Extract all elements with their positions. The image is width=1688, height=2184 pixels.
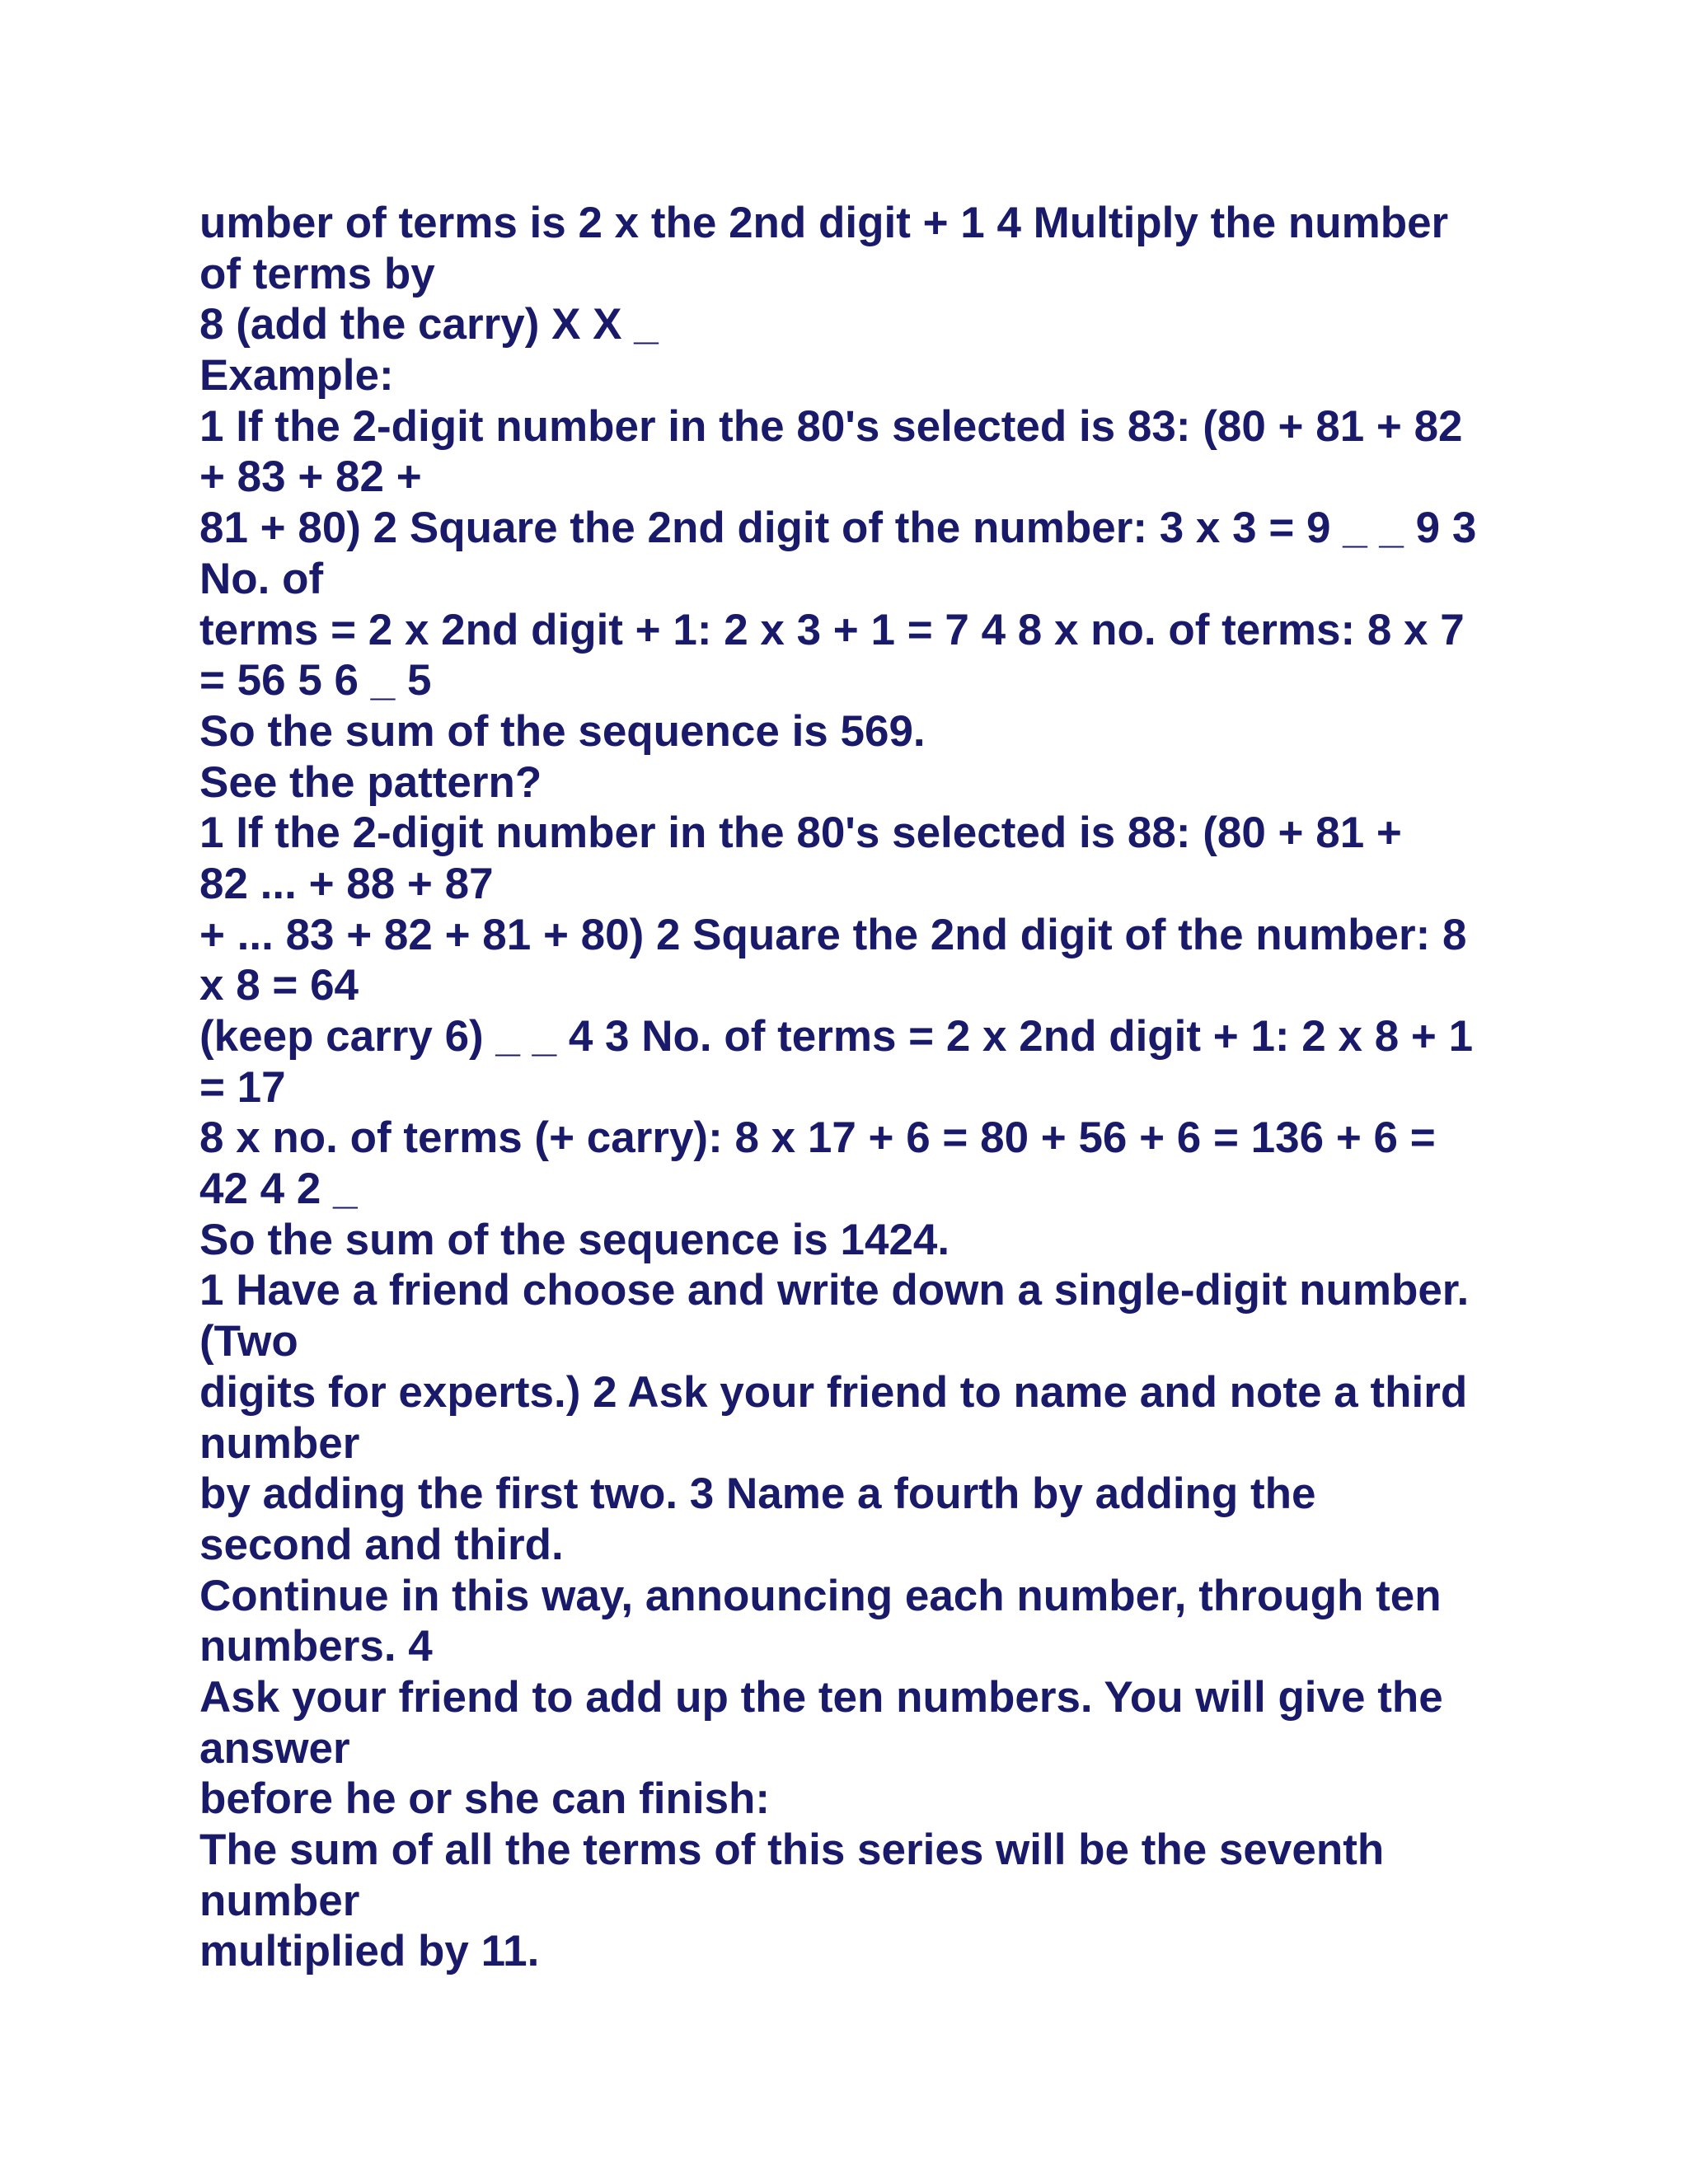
text-line: digits for experts.) 2 Ask your friend to name and note a third (199, 1367, 1468, 1417)
text-line: umber of terms is 2 x the 2nd digit + 1 4 Multiply the number (199, 199, 1449, 247)
text-line: So the sum of the sequence is 569. (199, 706, 926, 756)
text-line: = 56 5 6 _ 5 (199, 656, 432, 705)
text-line: 8 (add the carry) X X _ (199, 300, 659, 349)
text-line: 81 + 80) 2 Square the 2nd digit of the number: 3 x 3 = 9 _ _ 9 3 (199, 504, 1477, 553)
text-line: by adding the first two. 3 Name a fourth by adding the (199, 1469, 1316, 1519)
text-line: numbers. 4 (199, 1622, 433, 1671)
text-line: + 83 + 82 + (199, 452, 422, 502)
text-line: number (199, 1418, 360, 1468)
text-line: multiplied by 11. (199, 1927, 540, 1976)
text-line: = 17 (199, 1062, 286, 1112)
text-line: of terms by (199, 249, 435, 298)
text-line: 82 ... + 88 + 87 (199, 859, 494, 908)
text-line: Ask your friend to add up the ten numbers. You will give the (199, 1672, 1443, 1722)
document-body (199, 198, 1518, 1977)
text-line: The sum of all the terms of this series will be the seventh (199, 1825, 1385, 1874)
text-line: number (199, 1876, 360, 1925)
text-line: 1 Have a friend choose and write down a single-digit number. (199, 1266, 1470, 1315)
text-line: before he or she can finish: (199, 1774, 771, 1824)
text-line: terms = 2 x 2nd digit + 1: 2 x 3 + 1 = 7 4 8 x no. of terms: 8 x 7 (199, 605, 1465, 654)
text-line: (keep carry 6) _ _ 4 3 No. of terms = 2 x 2nd digit + 1: 2 x 8 + 1 (199, 1012, 1474, 1061)
text-line: + ... 83 + 82 + 81 + 80) 2 Square the 2nd digit of the number: 8 (199, 910, 1467, 959)
text-line: Continue in this way, announcing each number, through ten (199, 1571, 1442, 1620)
text-line: See the pattern? (199, 757, 542, 807)
text-line: 1 If the 2-digit number in the 80's selected is 88: (80 + 81 + (199, 808, 1402, 858)
text-line: Example: (199, 351, 394, 401)
text-line: So the sum of the sequence is 1424. (199, 1215, 950, 1264)
text-line: 8 x no. of terms (+ carry): 8 x 17 + 6 = 80 + 56 + 6 = 136 + 6 = (199, 1113, 1436, 1163)
text-line: 42 4 2 _ (199, 1165, 358, 1214)
text-line: (Two (199, 1317, 298, 1366)
text-line: x 8 = 64 (199, 961, 359, 1010)
text-line: No. of (199, 554, 324, 603)
text-line: answer (199, 1723, 350, 1773)
text-line: second and third. (199, 1520, 564, 1569)
text-line: 1 If the 2-digit number in the 80's selected is 83: (80 + 81 + 82 (199, 401, 1463, 451)
